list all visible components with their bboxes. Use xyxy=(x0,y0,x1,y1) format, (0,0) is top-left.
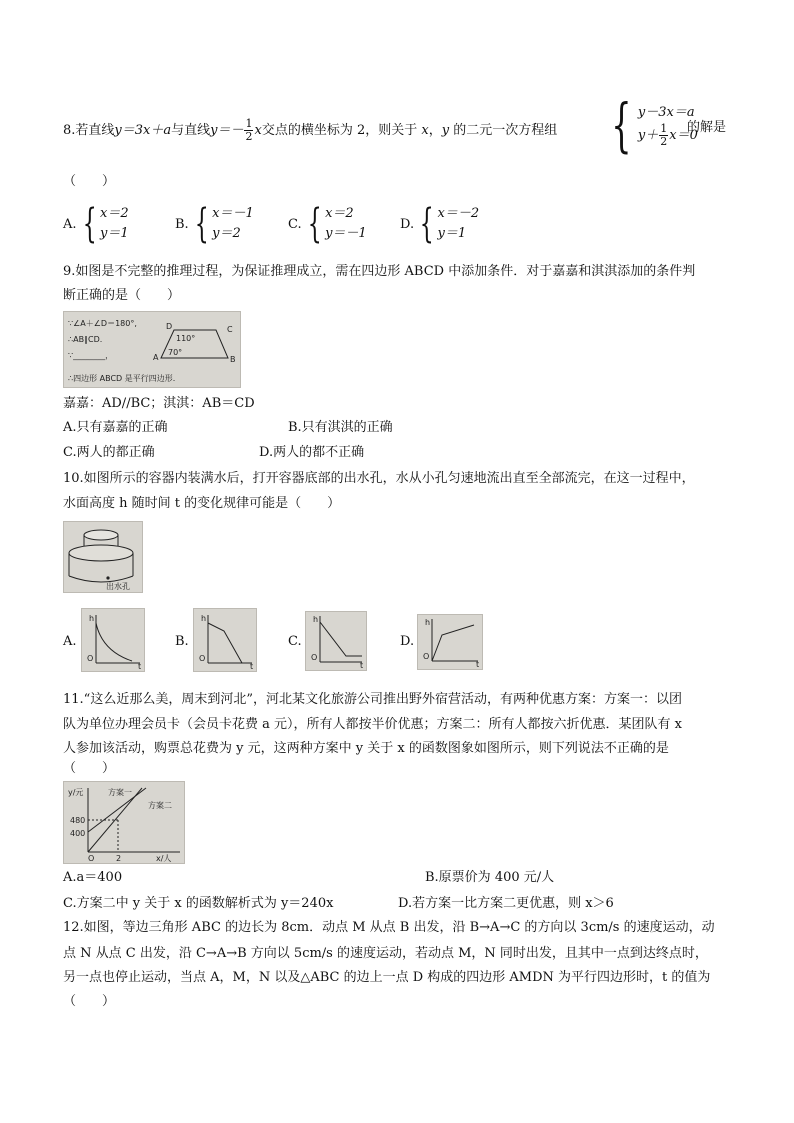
svg-text:D: D xyxy=(166,322,173,331)
q8-option-a[interactable]: A. { x＝2 y＝1 xyxy=(63,201,129,247)
svg-text:∴四边形 ABCD 是平行四边形.: ∴四边形 ABCD 是平行四边形. xyxy=(68,374,176,383)
svg-text:O: O xyxy=(423,652,430,661)
q10-container-figure xyxy=(63,521,143,593)
q10-graph-d xyxy=(417,614,483,670)
q9-stem-line2: 断正确的是（ ） xyxy=(63,288,181,303)
svg-text:h: h xyxy=(425,618,431,627)
q10-graph-c xyxy=(305,611,367,671)
svg-text:480: 480 xyxy=(70,816,86,825)
q8-text: 的解是 xyxy=(687,120,727,135)
q9-option-c[interactable]: C.两人的都正确 xyxy=(63,445,155,460)
svg-text:2: 2 xyxy=(116,854,122,863)
q8-option-c[interactable]: C. { x＝2 y＝－1 xyxy=(288,201,367,247)
svg-text:400: 400 xyxy=(70,829,86,838)
q8-text: 的二元一次方程组 xyxy=(453,123,558,138)
q11-option-a[interactable]: A.a＝400 xyxy=(63,870,123,885)
svg-text:O: O xyxy=(87,654,94,663)
q8-equation-system: { y－3x＝a y＋ $\frac{1}{2}$ x＝0 xyxy=(611,91,698,159)
svg-text:A: A xyxy=(153,353,159,362)
svg-text:∵∠A＋∠D＝180°,: ∵∠A＋∠D＝180°, xyxy=(68,319,137,328)
svg-text:方案一: 方案一 xyxy=(108,788,132,797)
answer-paren: （ ） xyxy=(63,761,116,776)
svg-text:h: h xyxy=(313,615,319,624)
answer-paren: （ ） xyxy=(63,174,116,189)
q9-option-d[interactable]: D.两人的都不正确 xyxy=(259,445,365,460)
q10-stem-line1: 10.如图所示的容器内装满水后，打开容器底部的出水孔，水从小孔匀速地流出直至全部流完，在这一过程中， xyxy=(63,471,695,486)
q9-option-b[interactable]: B.只有淇淇的正确 xyxy=(288,420,393,435)
q8-option-d[interactable]: D. { x＝－2 y＝1 xyxy=(400,201,480,247)
q11-stem-line1: 11.“这么近那么美，周末到河北”，河北某文化旅游公司推出野外宿营活动，有两种优惠方案：方案一：以团 xyxy=(63,692,682,707)
q9-figure xyxy=(63,311,241,388)
svg-text:t: t xyxy=(138,662,142,671)
q12-stem-line3: 另一点也停止运动，当点 A，M，N 以及△ABC 的边上一点 D 构成的四边形 AMDN 为平行四边形时，t 的值为 xyxy=(63,970,711,985)
q10-option-a[interactable]: A. xyxy=(63,634,77,649)
q9-option-a[interactable]: A.只有嘉嘉的正确 xyxy=(63,420,168,435)
svg-text:∵________，: ∵________， xyxy=(68,351,114,360)
svg-text:t: t xyxy=(476,660,480,669)
svg-text:∴AB∥CD.: ∴AB∥CD. xyxy=(68,335,103,344)
svg-text:110°: 110° xyxy=(176,334,196,343)
q9-given-conditions: 嘉嘉：AD//BC；淇淇：AB＝CD xyxy=(63,396,255,411)
q8-text: 交点的横坐标为 2，则关于 xyxy=(261,123,418,138)
q11-option-c[interactable]: C.方案二中 y 关于 x 的函数解析式为 y＝240x xyxy=(63,896,334,911)
svg-text:出水孔: 出水孔 xyxy=(106,582,130,591)
svg-text:O: O xyxy=(88,854,95,863)
q10-option-b[interactable]: B. xyxy=(175,634,189,649)
q8-option-b[interactable]: B. { x＝－1 y＝2 xyxy=(175,201,254,247)
svg-text:O: O xyxy=(311,653,318,662)
fraction-half: $\frac{1}{2}$ xyxy=(245,117,253,143)
q10-graph-b xyxy=(193,608,257,672)
q8-stem: 8.若直线y＝3x＋a与直线y＝－ $\frac{1}{2}$ x交点的横坐标为 2，则关于 x，y 的二元一次方程组 xyxy=(63,117,558,143)
q11-figure xyxy=(63,781,185,864)
q10-graph-a xyxy=(81,608,145,672)
svg-text:h: h xyxy=(201,614,207,623)
svg-text:x/人: x/人 xyxy=(156,854,172,863)
q11-option-d[interactable]: D.若方案一比方案二更优惠，则 x＞6 xyxy=(398,896,614,911)
q12-stem-line2: 点 N 从点 C 出发，沿 C→A→B 方向以 5cm/s 的速度运动，若动点 M，N 同时出发，且其中一点到达终点时， xyxy=(63,946,708,961)
svg-text:t: t xyxy=(250,662,254,671)
q10-option-d[interactable]: D. xyxy=(400,634,415,649)
svg-text:t: t xyxy=(360,661,364,670)
svg-text:B: B xyxy=(230,355,236,364)
svg-text:y/元: y/元 xyxy=(68,788,84,797)
svg-text:方案二: 方案二 xyxy=(148,801,172,810)
svg-text:h: h xyxy=(89,614,95,623)
svg-text:70°: 70° xyxy=(168,348,183,357)
q9-stem-line1: 9.如图是不完整的推理过程，为保证推理成立，需在四边形 ABCD 中添加条件．对于嘉嘉和淇淇添加的条件判 xyxy=(63,264,696,279)
q8-equation-2: y＝－ xyxy=(210,123,244,138)
q8-text: 8.若直线 xyxy=(63,123,115,138)
q11-stem-line2: 队为单位办理会员卡（会员卡花费 a 元），所有人都按半价优惠；方案二：所有人都按六折优惠．某团队有 x xyxy=(63,717,682,732)
q8-text: 与直线 xyxy=(171,123,211,138)
q12-stem-line1: 12.如图，等边三角形 ABC 的边长为 8cm．动点 M 从点 B 出发，沿 B→A→C 的方向以 3cm/s 的速度运动，动 xyxy=(63,920,715,935)
q11-stem-line3: 人参加该活动，购票总花费为 y 元，这两种方案中 y 关于 x 的函数图象如图所示，则下列说法不正确的是 xyxy=(63,741,669,756)
q11-option-b[interactable]: B.原票价为 400 元/人 xyxy=(425,870,555,885)
q10-option-c[interactable]: C. xyxy=(288,634,302,649)
q8-equation-1: y＝3x＋a xyxy=(114,123,172,138)
drain-hole-icon xyxy=(106,576,109,579)
answer-paren: （ ） xyxy=(63,994,116,1009)
q10-stem-line2: 水面高度 h 随时间 t 的变化规律可能是（ ） xyxy=(63,496,341,511)
svg-text:C: C xyxy=(227,325,233,334)
svg-text:O: O xyxy=(199,654,206,663)
